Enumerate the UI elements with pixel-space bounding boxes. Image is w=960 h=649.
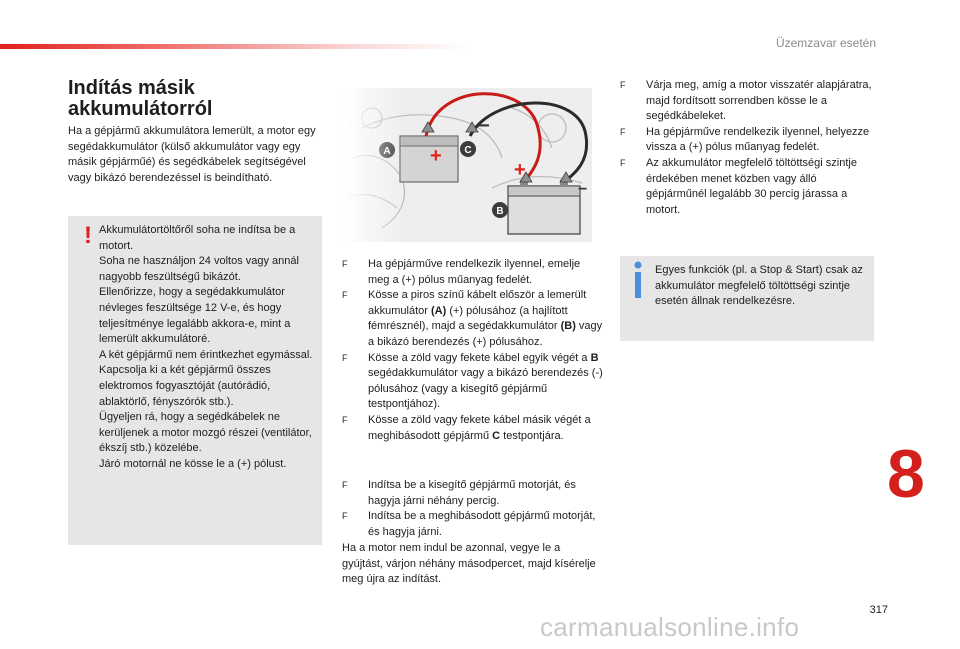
bullet-marker: F	[342, 414, 348, 425]
chapter-title: Üzemzavar esetén	[775, 36, 876, 50]
warning-text	[99, 223, 313, 473]
jump-start-illustration	[342, 88, 592, 242]
step-text: Ha gépjárműve rendelkezik ilyennel, emelje meg a (+) pólus műanyag fedelét.	[368, 258, 581, 286]
figure-fade-overlay	[342, 88, 592, 242]
page-title	[68, 78, 212, 120]
warning-line: Kapcsolja ki a két gépjármű összes elektromos fogyasztóját (autórádió, ablaktörlő, fényszórók stb.).	[99, 364, 271, 408]
warning-line: A két gépjármű nem érintkezhet egymással.	[99, 348, 313, 361]
step-text-bold: (A)	[430, 304, 447, 317]
watermark-text: carmanualsonline.info	[540, 612, 800, 642]
step-text: vagy a bikázó berendezés (+) pólusához.	[368, 320, 603, 348]
step-text-bold: C	[492, 429, 501, 442]
bullet-marker: F	[620, 157, 626, 168]
info-box	[620, 256, 874, 341]
bullet-marker: F	[342, 352, 348, 363]
list-item	[342, 478, 604, 509]
warning-line: Ügyeljen rá, hogy a segédkábelek ne kerüljenek a motor mozgó részei (ventilátor, ékszíj stb.) közelébe.	[99, 411, 312, 455]
bullet-marker: F	[342, 511, 348, 522]
step-text-bold: (B)	[560, 320, 576, 333]
bullet-marker: F	[620, 126, 626, 137]
bullet-marker: F	[342, 290, 348, 301]
list-item	[342, 257, 604, 288]
title-line-1: Indítás másik	[68, 77, 195, 99]
page-number: 317	[869, 604, 888, 616]
exclamation-icon: !	[84, 222, 92, 249]
warning-line: Akkumulátortöltőről soha ne indítsa be a motort.	[99, 224, 296, 252]
step-text: (+) pólusához (a hajlított fémrésznél), majd a segédakkumulátor	[368, 304, 568, 333]
step-text: testpontjára.	[500, 429, 564, 442]
retry-note: Ha a motor nem indul be azonnal, vegye le a gyújtást, várjon néhány másodpercet, majd kísérelje meg újra az indítást.	[342, 542, 596, 586]
list-item	[620, 78, 874, 125]
step-text: Ha gépjárműve rendelkezik ilyennel, helyezze vissza a (+) pólus műanyag fedelét.	[646, 125, 870, 154]
step-text: Várja meg, amíg a motor visszatér alapjáratra, majd fordítsott sorrendben kösse le a segédkábeleket.	[646, 79, 872, 123]
bullet-marker: F	[620, 80, 626, 90]
list-item	[342, 413, 604, 444]
step-text: Kösse a zöld vagy fekete kábel egyik végét a	[368, 351, 591, 364]
info-icon	[632, 260, 644, 300]
title-line-2: akkumulátorról	[68, 98, 213, 120]
step-text: Indítsa be a meghibásodott gépjármű motorját, és hagyja járni.	[368, 510, 596, 538]
step-text-bold: B	[590, 351, 599, 364]
connection-steps	[342, 257, 604, 444]
step-text: Indítsa be a kisegítő gépjármű motorját, és hagyja járni néhány percig.	[368, 479, 576, 507]
list-item	[342, 351, 604, 413]
warning-line: Soha ne használjon 24 voltos vagy annál nagyobb feszültségű bikázót.	[99, 255, 299, 283]
chapter-number: 8	[887, 436, 925, 512]
list-item	[620, 125, 874, 156]
list-item	[620, 156, 874, 218]
bullet-marker: F	[342, 259, 348, 269]
warning-line: Járó motornál ne kösse le a (+) pólust.	[99, 457, 287, 470]
disconnect-steps	[620, 78, 874, 218]
list-item	[342, 509, 604, 540]
step-text: segédakkumulátor vagy a bikázó berendezés (-) pólusához (vagy a kisegítő gépjármű testpontjához).	[368, 367, 603, 411]
bullet-marker: F	[342, 480, 348, 490]
start-steps	[342, 478, 604, 540]
header-accent-bar	[0, 44, 470, 49]
intro-paragraph: Ha a gépjármű akkumulátora lemerült, a motor egy segédakkumulátor (külső akkumulátor vagy egy másik gépjárműé) és segédkábelek segítségével vagy bikázó berendezéssel is beindítható.	[68, 125, 316, 184]
step-text: Kösse a piros színű kábelt először a lemerült akkumulátor	[368, 289, 587, 317]
list-item	[342, 288, 604, 350]
info-text: Egyes funkciók (pl. a Stop & Start) csak az akkumulátor megfelelő töltöttségi szintje esetén állnak rendelkezésre.	[655, 264, 863, 308]
step-text: Kösse a zöld vagy fekete kábel másik végét a meghibásodott gépjármű	[368, 413, 591, 442]
warning-box	[68, 216, 322, 545]
step-text: Az akkumulátor megfelelő töltöttségi szintje érdekében menet közben vagy álló gépjárműnél legalább 30 percig járassa a motort.	[646, 156, 857, 216]
warning-line: Ellenőrizze, hogy a segédakkumulátor névleges feszültsége 12 V-e, és hogy teljesítménye legalább akkora-e, mint a lemerült akkumulátoré.	[99, 286, 291, 346]
